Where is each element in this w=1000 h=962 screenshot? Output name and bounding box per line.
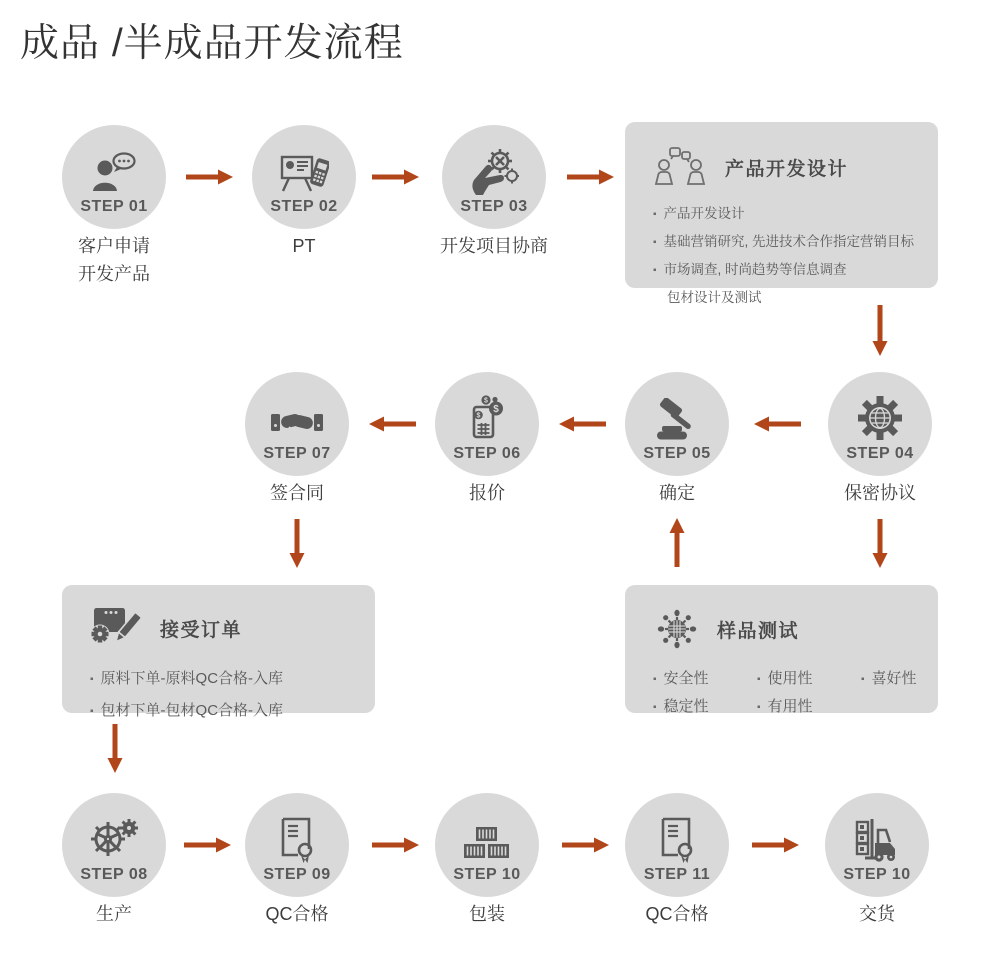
- step-label-line: 包装: [469, 904, 505, 924]
- step-circle: [435, 793, 539, 897]
- step-label: [292, 233, 315, 261]
- step-number: STEP 06: [453, 444, 521, 462]
- step-label-line: PT: [292, 236, 316, 256]
- bullet-text: ▪ 有用性: [757, 695, 861, 716]
- phone-coins-icon: [464, 390, 510, 442]
- handshake-icon: [270, 390, 324, 442]
- containers-icon: [462, 811, 512, 863]
- box-title: 样品测试: [717, 620, 800, 642]
- step-node-10: [435, 793, 539, 924]
- step-node-09: [245, 793, 349, 924]
- design-box-header: [653, 146, 938, 188]
- step-label-line: 报价: [469, 483, 505, 503]
- step-label: [266, 901, 329, 929]
- step-label-line: QC合格: [645, 904, 709, 924]
- step-circle: [245, 793, 349, 897]
- list-item: [653, 284, 938, 312]
- step-label: [96, 901, 132, 929]
- test-bullet-grid: [653, 667, 938, 716]
- step-number: STEP 11: [643, 865, 711, 883]
- step-node-05: [625, 372, 729, 503]
- flow-arrow-down: [289, 518, 305, 568]
- step-label: [270, 480, 324, 508]
- flow-arrow-right: [561, 837, 609, 853]
- box-title: 产品开发设计: [725, 158, 849, 180]
- bullet-text: 原料下单-原料QC合格-入库: [100, 670, 284, 687]
- step-number: STEP 01: [80, 197, 148, 215]
- step-label-line: QC合格: [265, 904, 329, 924]
- list-item: [653, 200, 938, 228]
- step-number: STEP 07: [263, 444, 331, 462]
- bullet-text: 市场调查, 时尚趋势等信息调查: [663, 262, 847, 277]
- forklift-icon: [852, 811, 902, 863]
- svg-text:$: $: [493, 403, 499, 415]
- flow-arrow-down: [872, 518, 888, 568]
- flow-arrow-right: [183, 837, 231, 853]
- list-item: [90, 695, 375, 727]
- bullet-text: 产品开发设计: [663, 206, 745, 221]
- bullet-text: 基础营销研究, 先进技术合作指定营销目标: [663, 234, 915, 249]
- gears-icon: [89, 811, 139, 863]
- order-box: [62, 585, 375, 719]
- flow-arrow-left: [754, 416, 802, 432]
- step-label-line: 生产: [96, 904, 132, 924]
- step-node-06: [435, 372, 539, 503]
- step-node-12: [825, 793, 929, 924]
- bullet-text: ▪ 使用性: [757, 667, 861, 688]
- step-label-line: 交货: [859, 904, 895, 924]
- step-label-line: 开发项目协商: [440, 236, 548, 256]
- box-title: 接受订单: [160, 619, 243, 641]
- presentation-phone-icon: [279, 143, 329, 195]
- sample-test-icon: [653, 605, 701, 653]
- flow-arrow-left: [559, 416, 607, 432]
- bullet-text: ▪ 安全性: [653, 667, 757, 688]
- flow-arrow-right: [371, 169, 419, 185]
- bullet-text: ▪ 稳定性: [653, 695, 757, 716]
- flow-arrow-right: [371, 837, 419, 853]
- people-discussion-icon: [653, 146, 709, 188]
- step-number: STEP 08: [80, 865, 148, 883]
- svg-text:$: $: [484, 397, 488, 405]
- design-bullet-list: [653, 200, 938, 312]
- certificate-icon: [656, 811, 698, 863]
- step-label: [859, 901, 895, 929]
- step-label: [469, 901, 505, 929]
- step-label-line: 保密协议: [844, 483, 916, 503]
- step-label-line: 客户申请: [78, 236, 150, 256]
- step-label: [469, 480, 505, 508]
- bullet-text: 包材设计及测试: [667, 290, 762, 305]
- step-node-08: [62, 793, 166, 924]
- step-circle: [442, 125, 546, 229]
- step-node-04: [828, 372, 932, 503]
- step-circle: [252, 125, 356, 229]
- step-number: STEP 05: [643, 444, 711, 462]
- gear-globe-icon: [856, 390, 904, 442]
- step-circle: [245, 372, 349, 476]
- design-box: [625, 122, 938, 305]
- order-edit-icon: [90, 605, 144, 651]
- flow-arrow-down: [107, 723, 123, 773]
- step-circle: [62, 793, 166, 897]
- flow-arrow-up: [669, 518, 685, 568]
- step-number: STEP 10: [453, 865, 521, 883]
- step-label: [844, 480, 916, 508]
- step-circle: [62, 125, 166, 229]
- svg-text:$: $: [476, 412, 481, 420]
- step-label-line: 开发产品: [78, 263, 150, 284]
- flow-arrow-down: [872, 304, 888, 356]
- person-chat-icon: [89, 143, 139, 195]
- certificate-icon: [276, 811, 318, 863]
- step-node-11: [625, 793, 729, 924]
- step-circle: [825, 793, 929, 897]
- step-node-07: [245, 372, 349, 503]
- step-circle: [435, 372, 539, 476]
- step-circle: [625, 372, 729, 476]
- flow-arrow-right: [185, 169, 233, 185]
- step-number: STEP 02: [270, 197, 338, 215]
- step-number: STEP 10: [843, 865, 911, 883]
- order-box-header: [90, 605, 375, 651]
- order-bullet-list: [90, 663, 375, 727]
- test-box-header: [653, 605, 938, 653]
- flow-arrow-left: [369, 416, 417, 432]
- flow-arrow-right: [566, 169, 614, 185]
- list-item: [90, 663, 375, 695]
- step-label-line: 确定: [659, 483, 695, 503]
- flow-arrow-right: [751, 837, 799, 853]
- step-number: STEP 09: [263, 865, 331, 883]
- bullet-text: 包材下单-包材QC合格-入库: [100, 702, 284, 719]
- test-box: [625, 585, 938, 713]
- step-node-03: [440, 125, 548, 256]
- step-label: [78, 233, 150, 289]
- page-title: 成品 /半成品开发流程: [20, 22, 404, 65]
- list-item: [653, 228, 938, 256]
- step-node-01: [62, 125, 166, 284]
- step-node-02: [252, 125, 356, 256]
- step-circle: [625, 793, 729, 897]
- step-number: STEP 04: [846, 444, 914, 462]
- step-circle: [828, 372, 932, 476]
- step-number: STEP 03: [460, 197, 528, 215]
- step-label-line: 签合同: [270, 483, 324, 503]
- gavel-icon: [653, 390, 701, 442]
- list-item: [653, 256, 938, 284]
- bullet-text: ▪ 喜好性: [861, 667, 938, 688]
- step-label: [659, 480, 695, 508]
- step-label: [440, 233, 548, 261]
- step-label: [646, 901, 709, 929]
- hand-gears-icon: [469, 143, 519, 195]
